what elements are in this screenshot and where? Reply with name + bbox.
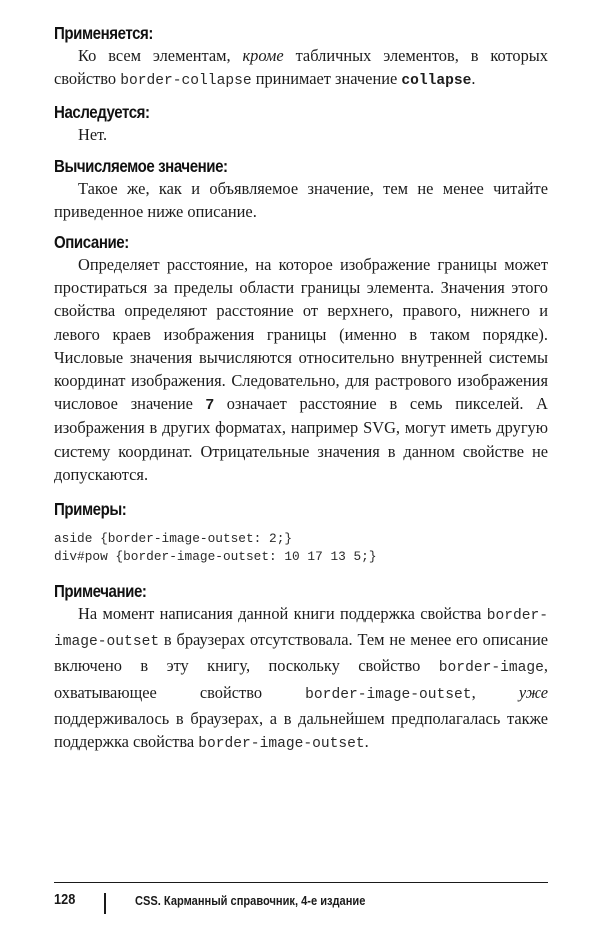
applies-text-part: . <box>471 69 476 89</box>
description-text-part: означает расстояние в семь пикселей. А изображения в других форматах, например SVG, могут иметь другую систему координат. Отрицательные значения в данном свойстве не допускаются. <box>54 394 549 484</box>
code-line: aside {border-image-outset: 2;} <box>54 531 293 547</box>
examples-code-block <box>54 530 548 566</box>
note-text-part: На момент написания данной книги поддержка свойства <box>78 604 487 624</box>
description-text-part: Определяет расстояние, на которое изображение границы может простираться за пределы области границы элемента. Значения этого свойства определяют расстояние от верхнего, правого, нижнего и левого краев изображения границы (именно в таком порядке). Числовые значения вычисляются относительно внутренней системы координат изображения. Следовательно, для растрового изображения числовое значение <box>54 255 548 414</box>
page-number: 128 <box>54 892 76 908</box>
applies-text-part: принимает значение <box>251 69 402 89</box>
description-text <box>54 253 548 486</box>
note-text-part: поддерживалось в браузерах, а в дальнейшем предполагалась также поддержка свойства <box>54 708 548 752</box>
note-text <box>54 602 548 756</box>
note-code: border-image-outset <box>54 608 548 651</box>
applies-text-italic: кроме <box>242 46 284 65</box>
applies-text-part: Ко всем элементам, <box>78 46 243 65</box>
applies-code-border-collapse: border-collapse <box>120 73 252 90</box>
inherited-heading: Наследуется: <box>54 102 150 123</box>
examples-heading: Примеры: <box>54 499 127 520</box>
computed-heading: Вычисляемое значение: <box>54 155 228 176</box>
note-code: border-image <box>438 660 544 677</box>
description-heading: Описание: <box>54 232 129 253</box>
book-title: CSS. Карманный справочник, 4-е издание <box>135 893 366 908</box>
description-bold-value: 7 <box>205 396 214 414</box>
page-content <box>54 22 548 756</box>
applies-heading: Применяется: <box>54 23 153 43</box>
page-footer <box>54 882 548 917</box>
note-text-part: . <box>364 732 369 752</box>
applies-text-part: табличных элементов, в которых свойство <box>54 46 548 89</box>
applies-text <box>54 44 548 93</box>
note-text-part: , <box>471 682 519 702</box>
note-heading: Примечание: <box>54 581 147 602</box>
note-code: border-image-outset <box>198 736 365 753</box>
applies-code-collapse: collapse <box>401 73 472 90</box>
note-text-italic: уже <box>518 682 548 702</box>
note-code: border-image-outset <box>305 686 472 703</box>
note-text-part: , охватывающее свойство <box>54 656 548 702</box>
note-text-part: в браузерах отсутствовала. Тем не менее его описание включено в эту книгу, поскольку свойство <box>54 630 548 676</box>
code-line: div#pow {border-image-outset: 10 17 13 5;} <box>54 549 377 565</box>
computed-text: Такое же, как и объявляемое значение, тем не менее читайте приведенное ниже описание. <box>54 178 548 221</box>
footer-divider <box>104 893 106 914</box>
inherited-text: Нет. <box>78 125 108 145</box>
